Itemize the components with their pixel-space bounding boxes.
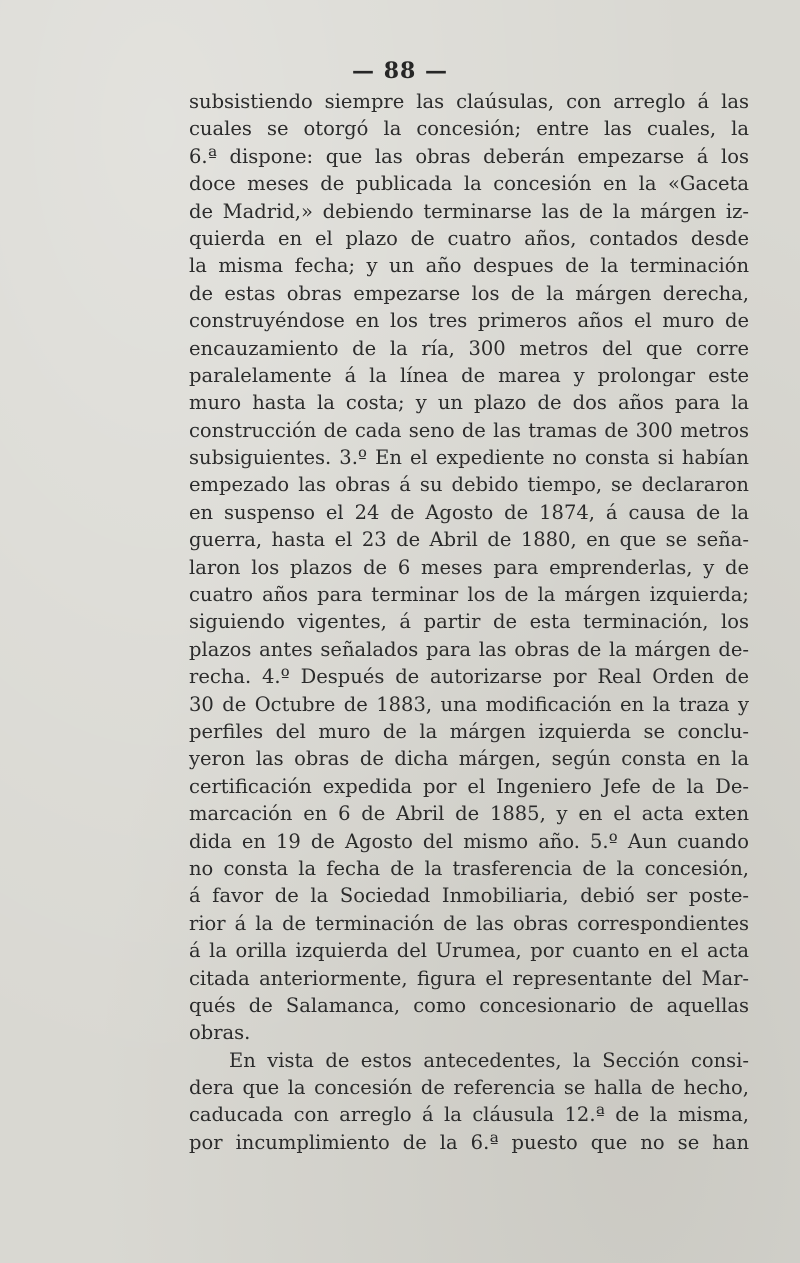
text-line: guerra, hasta el 23 de Abril de 1880, en que se seña- bbox=[189, 528, 749, 552]
text-line: dera que la concesión de referencia se halla de hecho, bbox=[189, 1076, 749, 1100]
text-line: dida en 19 de Agosto del mismo año. 5.º Aun cuando bbox=[189, 829, 749, 853]
text-line: por incumplimiento de la 6.ª puesto que no se han bbox=[189, 1130, 749, 1154]
text-line: obras. bbox=[189, 1021, 251, 1045]
text-line: qués de Salamanca, como concesionario de aquellas bbox=[189, 993, 749, 1017]
text-line: certificación expedida por el Ingeniero Jefe de la De- bbox=[189, 774, 749, 798]
text-line: perfiles del muro de la márgen izquierda se conclu- bbox=[189, 719, 749, 743]
text-line: En vista de estos antecedentes, la Sección consi- bbox=[229, 1048, 749, 1072]
text-line: quierda en el plazo de cuatro años, contados desde bbox=[189, 226, 749, 250]
text-line: citada anteriormente, figura el representante del Mar- bbox=[189, 966, 749, 990]
text-line: á favor de la Sociedad Inmobiliaria, debió ser poste- bbox=[189, 884, 749, 908]
text-line: subsistiendo siempre las claúsulas, con arreglo á las bbox=[189, 90, 749, 113]
text-line: construyéndose en los tres primeros años el muro de bbox=[189, 309, 749, 333]
text-line: subsiguientes. 3.º En el expediente no consta si habían bbox=[189, 446, 749, 470]
text-line: doce meses de publicada la concesión en la «Gaceta bbox=[189, 172, 749, 196]
text-line: 6.ª dispone: que las obras deberán empezarse á los bbox=[189, 144, 749, 168]
text-line: paralelamente á la línea de marea y prolongar este bbox=[189, 363, 749, 387]
text-line: construcción de cada seno de las tramas de 300 metros bbox=[189, 418, 749, 442]
text-line: de Madrid,» debiendo terminarse las de la márgen iz- bbox=[189, 199, 749, 223]
text-line: recha. 4.º Después de autorizarse por Real Orden de bbox=[189, 665, 749, 689]
text-line: yeron las obras de dicha márgen, según consta en la bbox=[189, 747, 749, 771]
text-line: siguiendo vigentes, á partir de esta terminación, los bbox=[189, 610, 749, 634]
text-line: á la orilla izquierda del Urumea, por cuanto en el acta bbox=[189, 939, 749, 963]
text-line: laron los plazos de 6 meses para emprenderlas, y de bbox=[189, 555, 749, 579]
text-line: rior á la de terminación de las obras correspondientes bbox=[189, 911, 749, 935]
text-line: cuatro años para terminar los de la márgen izquierda; bbox=[189, 583, 749, 607]
page-number: — 88 — bbox=[352, 58, 448, 84]
text-line: en suspenso el 24 de Agosto de 1874, á causa de la bbox=[189, 500, 749, 524]
text-line: de estas obras empezarse los de la márgen derecha, bbox=[189, 281, 749, 305]
text-line: plazos antes señalados para las obras de la márgen de- bbox=[189, 637, 749, 661]
text-line: no consta la fecha de la trasferencia de la concesión, bbox=[189, 856, 749, 880]
text-line: encauzamiento de la ría, 300 metros del que corre bbox=[189, 336, 749, 360]
text-line: muro hasta la costa; y un plazo de dos años para la bbox=[189, 391, 749, 415]
text-line: marcación en 6 de Abril de 1885, y en el acta exten bbox=[189, 802, 749, 826]
text-line: cuales se otorgó la concesión; entre las cuales, la bbox=[189, 117, 749, 141]
text-line: la misma fecha; y un año despues de la terminación bbox=[189, 254, 749, 278]
text-line: 30 de Octubre de 1883, una modificación en la traza y bbox=[189, 692, 749, 716]
text-line: empezado las obras á su debido tiempo, se declararon bbox=[189, 473, 749, 497]
body-text bbox=[189, 88, 749, 1156]
text-line: caducada con arreglo á la cláusula 12.ª de la misma, bbox=[189, 1103, 749, 1127]
